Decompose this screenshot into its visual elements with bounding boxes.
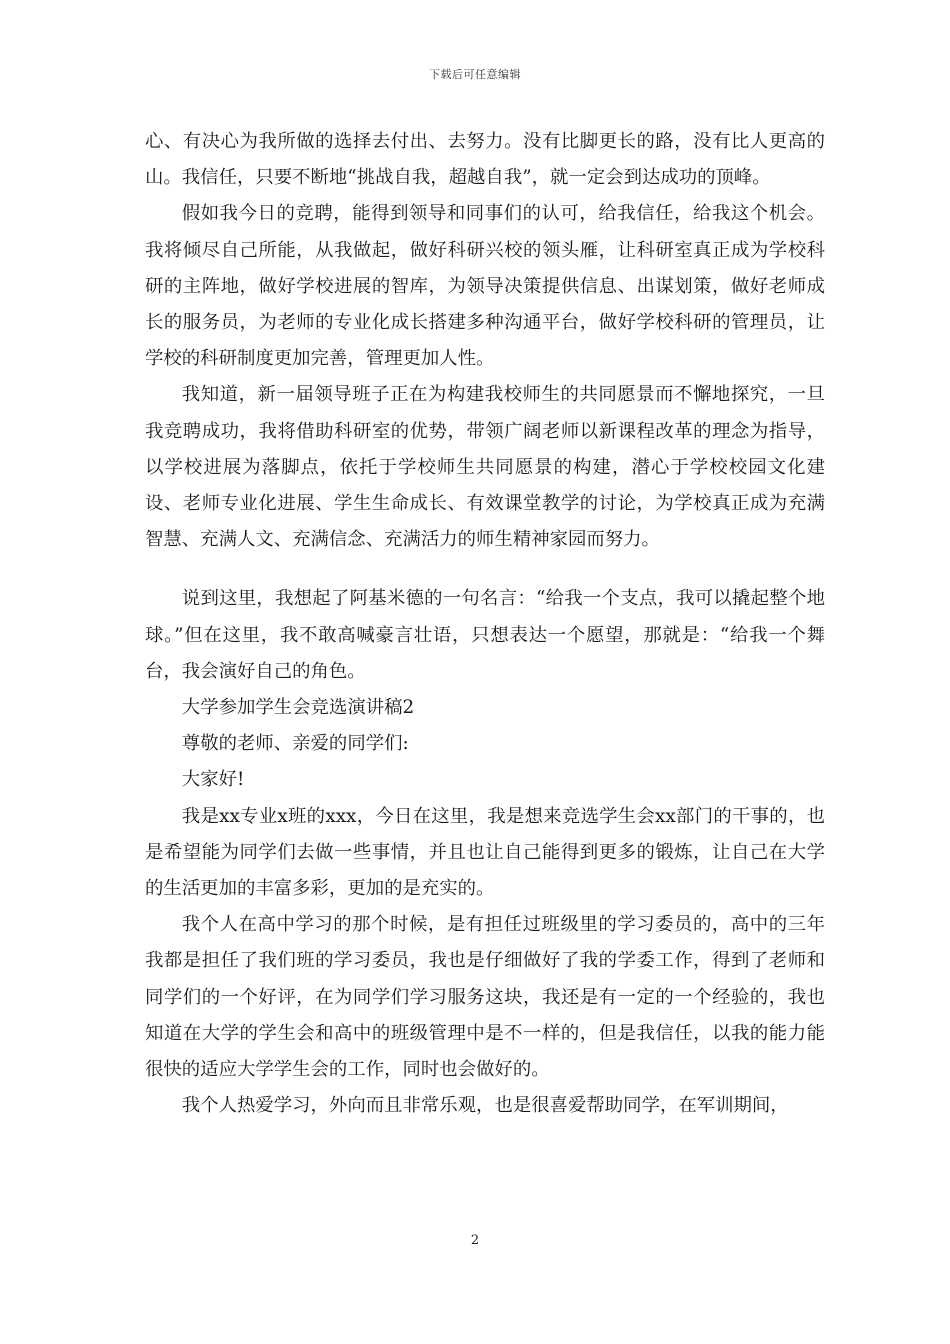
paragraph-continued: 心、有决心为我所做的选择去付出、去努力。没有比脚更长的路，没有比人更高的山。我信任，只要不断地“挑战自我，超越自我”，就一定会到达成功的顶峰。 bbox=[145, 131, 825, 189]
page-header: 下载后可任意编辑 bbox=[429, 68, 521, 81]
salutation: 尊敬的老师、亲爱的同学们: bbox=[181, 733, 409, 755]
document-body bbox=[145, 124, 825, 1124]
section-title: 大学参加学生会竞选演讲稿2 bbox=[181, 697, 415, 719]
paragraph: 说到这里，我想起了阿基米德的一句名言：“给我一个支点，我可以撬起整个地球。”但在这里，我不敢高喊豪言壮语，只想表达一个愿望，那就是：“给我一个舞台，我会演好自己的角色。 bbox=[145, 588, 825, 682]
paragraph: 假如我今日的竞聘，能得到领导和同事们的认可，给我信任，给我这个机会。我将倾尽自己所能，从我做起，做好科研兴校的领头雁，让科研室真正成为学校科研的主阵地，做好学校进展的智库，为领导决策提供信息、出谋划策，做好老师成长的服务员，为老师的专业化成长搭建多种沟通平台，做好学校科研的管理员，让学校的科研制度更加完善，管理更加人性。 bbox=[145, 203, 825, 370]
greeting: 大家好! bbox=[181, 769, 245, 791]
paragraph: 我个人热爱学习，外向而且非常乐观，也是很喜爱帮助同学，在军训期间， bbox=[181, 1095, 789, 1117]
paragraph: 我是xx专业x班的xxx，今日在这里，我是想来竞选学生会xx部门的干事的，也是希望能为同学们去做一些事情，并且也让自己能得到更多的锻炼，让自己在大学的生活更加的丰富多彩，更加的是充实的。 bbox=[145, 805, 825, 900]
paragraph: 我知道，新一届领导班子正在为构建我校师生的共同愿景而不懈地探究，一旦我竞聘成功，我将借助科研室的优势，带领广阔老师以新课程改革的理念为指导，以学校进展为落脚点，依托于学校师生共同愿景的构建，潜心于学校校园文化建设、老师专业化进展、学生生命成长、有效课堂教学的讨论，为学校真正成为充满智慧、充满人文、充满信念、充满活力的师生精神家园而努力。 bbox=[145, 384, 825, 551]
paragraph: 我个人在高中学习的那个时候，是有担任过班级里的学习委员的，高中的三年我都是担任了我们班的学习委员，我也是仔细做好了我的学委工作，得到了老师和同学们的一个好评，在为同学们学习服务这块，我还是有一定的一个经验的，我也知道在大学的学生会和高中的班级管理中是不一样的，但是我信任，以我的能力能很快的适应大学学生会的工作，同时也会做好的。 bbox=[145, 914, 825, 1081]
page-number: 2 bbox=[470, 1233, 480, 1248]
